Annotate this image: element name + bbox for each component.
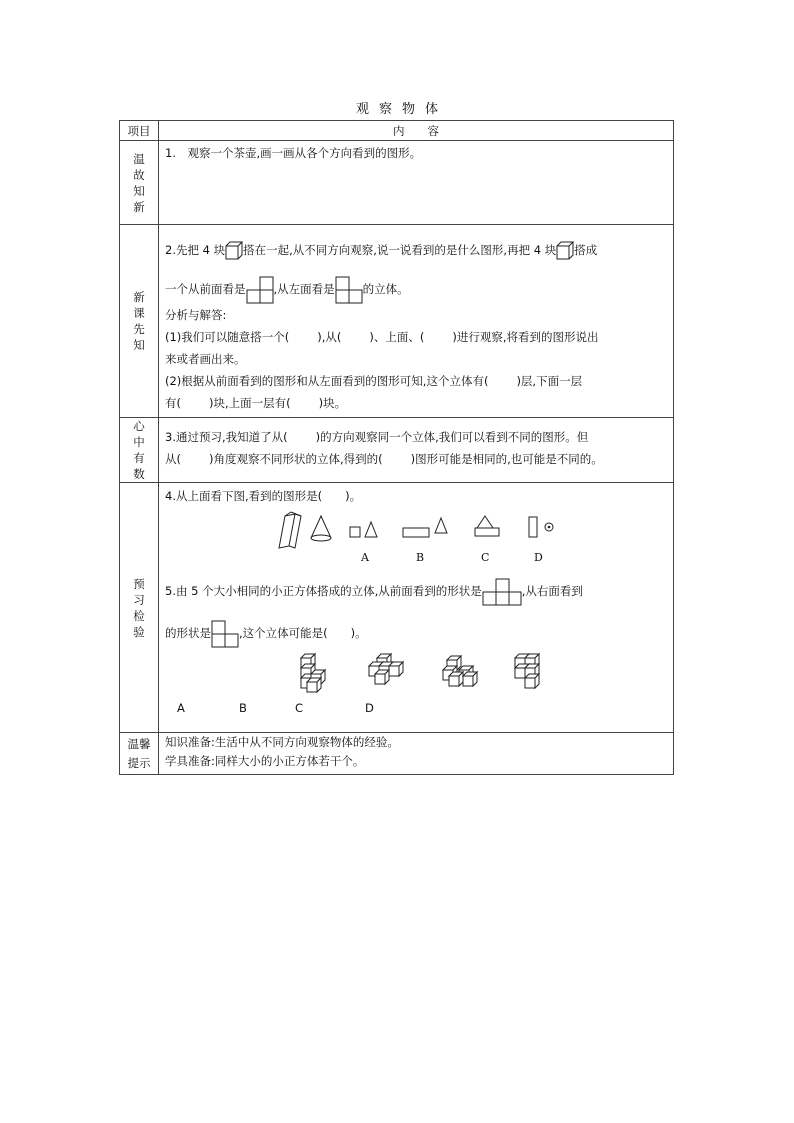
section-label-mind: 心中有数: [120, 418, 159, 483]
option-c-figure: [475, 516, 499, 536]
question-4: 4.从上面看下图,看到的图形是( )。: [165, 489, 362, 503]
option-b-cubes: [369, 654, 403, 684]
q5-option-a[interactable]: A: [177, 701, 185, 715]
title-char: 观: [355, 102, 369, 117]
section-preview: [159, 483, 674, 733]
question-1: 1. 观察一个茶壶,画一画从各个方向看到的图形。: [165, 146, 422, 160]
tip-materials: 学具准备:同样大小的小正方体若干个。: [165, 754, 365, 768]
option-d-figure: [529, 517, 553, 537]
page-title: [0, 98, 794, 117]
tip-knowledge: 知识准备:生活中从不同方向观察物体的经验。: [165, 735, 399, 749]
q5-option-b[interactable]: B: [239, 701, 247, 715]
question-5-line1: 5.由 5 个大小相同的小正方体搭成的立体,从前面看到的形状是 ,从右面看到: [165, 576, 667, 616]
analysis-2-line1: (2)根据从前面看到的图形和从左面看到的图形可知,这个立体有( )层,下面一层: [165, 374, 583, 388]
section-tips: [159, 733, 674, 775]
cube-icon: [225, 241, 243, 261]
analysis-1-line1: (1)我们可以随意搭一个( ),从( )、上面、( )进行观察,将看到的图形说出: [165, 330, 599, 344]
front-view-shape-icon: [246, 276, 274, 304]
section-new: [159, 225, 674, 418]
cube-icon: [556, 241, 574, 261]
analysis-1-line2: 来或者画出来。: [165, 352, 246, 366]
q4-option-c[interactable]: C: [481, 551, 490, 564]
question-2-line2: 一个从前面看是 ,从左面看是 的立体。: [165, 267, 667, 305]
title-char: 察: [378, 102, 392, 117]
q4-option-d[interactable]: D: [534, 551, 543, 564]
section-label-tips: 温馨提示: [120, 733, 159, 775]
section-review: [159, 141, 674, 225]
question-4-options: [165, 552, 667, 572]
section-mind: [159, 418, 674, 483]
q5-option-d[interactable]: D: [365, 701, 374, 715]
q5-option-c[interactable]: C: [295, 701, 304, 715]
q4-option-b[interactable]: B: [416, 551, 425, 564]
q5-right-view-icon: [211, 620, 239, 648]
question-2-line1: 2.先把 4 块 搭在一起,从不同方向观察,说一说看到的是什么图形,再把 4 块 搭成: [165, 233, 667, 267]
left-view-shape-icon: [335, 276, 363, 304]
question-5-figures: [165, 650, 667, 698]
option-d-cubes: [515, 654, 539, 688]
question-5-options: [165, 698, 667, 718]
option-c-cubes: [443, 656, 477, 686]
question-3-line1: 3.通过预习,我知道了从( )的方向观察同一个立体,我们可以看到不同的图形。但: [165, 430, 589, 444]
section-label-preview: 预习检验: [120, 483, 159, 733]
analysis-heading: 分析与解答:: [165, 308, 227, 322]
question-3-line2: 从( )角度观察不同形状的立体,得到的( )图形可能是相同的,也可能是不同的。: [165, 452, 603, 466]
header-content: 内 容: [159, 121, 674, 141]
prism-cone-figure: [279, 512, 331, 548]
section-label-new: 新课先知: [120, 225, 159, 418]
option-a-cubes: [301, 654, 325, 692]
option-b-figure: [403, 518, 447, 537]
analysis-2-line2: 有( )块,上面一层有( )块。: [165, 396, 347, 410]
title-char: 物: [402, 102, 416, 117]
q4-figures-svg: [165, 508, 705, 552]
header-item: 项目: [120, 121, 159, 141]
q5-figures-svg: [165, 650, 705, 698]
title-char: 体: [425, 102, 439, 117]
question-4-figures: [165, 508, 667, 552]
section-label-review: 温故知新: [120, 141, 159, 225]
worksheet-table: [119, 120, 674, 775]
option-a-figure: [350, 522, 377, 537]
q4-option-a[interactable]: A: [361, 551, 369, 564]
q5-front-view-icon: [482, 578, 522, 606]
question-5-line2: 的形状是 ,这个立体可能是( )。: [165, 616, 667, 650]
